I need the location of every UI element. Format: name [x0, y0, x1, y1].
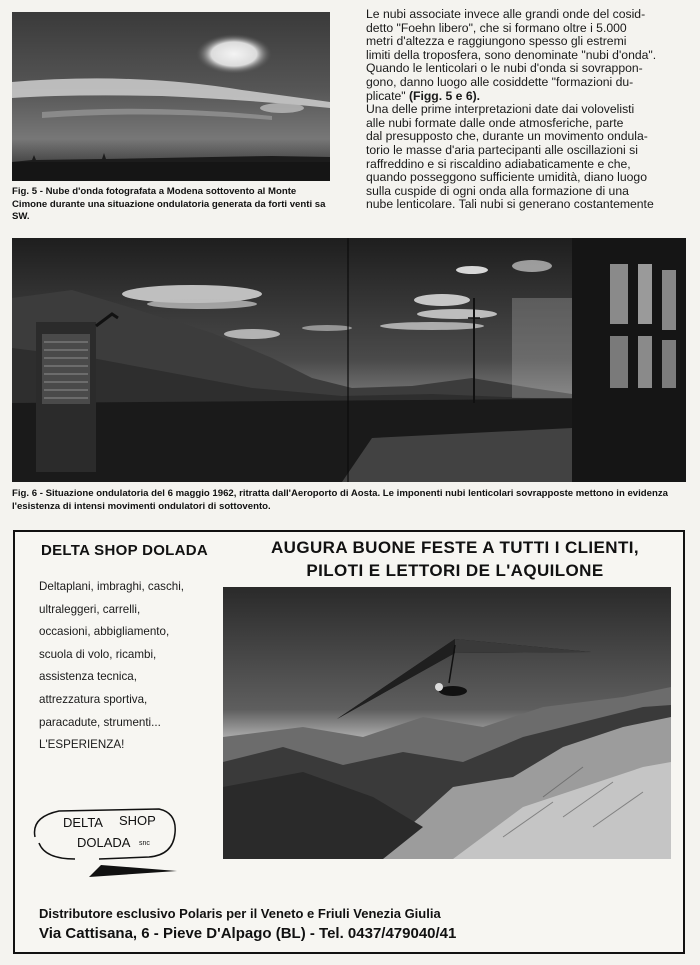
service-item: L'ESPERIENZA! [39, 738, 125, 752]
article-line: sulla cuspide di ogni onda alla formazione di una [366, 183, 629, 198]
service-item: paracadute, strumenti... [39, 715, 161, 729]
article-line: plicate" [366, 88, 406, 103]
address-phone-text: Via Cattisana, 6 - Pieve D'Alpago (BL) - Tel. 0437/479040/41 [39, 925, 457, 942]
service-item: Deltaplani, imbraghi, caschi, [39, 580, 184, 593]
article-line: Quando le lenticolari o le nubi d'onda si sovrappon- [366, 61, 643, 76]
article-line: raffreddino e si riscaldino adiabaticamente e che, [366, 156, 631, 171]
service-item: assistenza tecnica, [39, 670, 137, 684]
logo-text-delta: DELTA [63, 815, 103, 830]
logo-text-snc: snc [139, 840, 150, 847]
fig6-photo [12, 238, 686, 482]
lenticular-cloud-photo [12, 12, 330, 181]
article-line: detto "Foehn libero", che si formano oltre i 5.000 [366, 20, 627, 35]
services-list [39, 576, 184, 757]
article-text [366, 8, 686, 212]
shop-name: DELTA SHOP DOLADA [41, 542, 209, 559]
ad-headline-line-2: PILOTI E LETTORI DE L'AQUILONE [306, 561, 604, 580]
logo-text-dolada: DOLADA [77, 835, 131, 850]
article-line: nube lenticolare. Tali nubi si generano costantemente [366, 197, 654, 212]
article-line: metri d'altezza e raggiungono spesso gli estremi [366, 34, 627, 49]
service-item: scuola di volo, ricambi, [39, 647, 157, 661]
service-item: attrezzatura sportiva, [39, 692, 148, 706]
article-line: quando posseggono sufficiente umidità, diano luogo [366, 170, 647, 185]
fig5-caption: Fig. 5 - Nube d'onda fotografata a Modena sottovento al Monte Cimone durante una situazione ondulatoria generata da forti venti sa SW. [12, 186, 326, 222]
article-line: gono, danno luogo alle cosiddette "formazioni du- [366, 74, 634, 89]
article-line: alle nubi formate dalle onde atmosferiche, parte [366, 115, 624, 130]
delta-shop-advertisement [13, 530, 685, 954]
figure-reference: (Figg. 5 e 6). [408, 88, 481, 103]
hang-glider-over-mountains [223, 587, 671, 859]
ad-headline [240, 536, 670, 582]
fig6-caption: Fig. 6 - Situazione ondulatoria del 6 maggio 1962, ritratta dall'Aeroporto di Aosta. Le imponenti nubi lenticolari sovrapposte mettono in evidenza l'esistenza di intensi movimenti ondulatori di sottovento. [12, 488, 668, 512]
service-item: occasioni, abbigliamento, [39, 625, 170, 639]
delta-shop-dolada-logo [29, 787, 179, 877]
logo-mark [29, 787, 179, 877]
ad-headline-line-1: AUGURA BUONE FESTE A TUTTI I CLIENTI, [270, 538, 639, 557]
article-line: torio le masse d'aria partecipanti alle oscillazioni si [366, 142, 638, 157]
distributor-text: Distributore esclusivo Polaris per il Veneto e Friuli Venezia Giulia [39, 906, 441, 921]
article-line: limiti della troposfera, sono denominate "nubi d'onda". [366, 47, 657, 62]
service-item: ultraleggeri, carrelli, [39, 602, 141, 616]
fig5-photo [12, 12, 330, 181]
aosta-panorama-photo [12, 238, 686, 482]
article-line: dal presupposto che, durante un movimento ondula- [366, 129, 648, 144]
article-line: Una delle prime interpretazioni date dai volovelisti [366, 102, 635, 117]
article-line: Le nubi associate invece alle grandi onde del cosid- [366, 7, 646, 21]
hang-glider-photo [223, 587, 671, 859]
logo-text-shop: SHOP [119, 813, 156, 828]
